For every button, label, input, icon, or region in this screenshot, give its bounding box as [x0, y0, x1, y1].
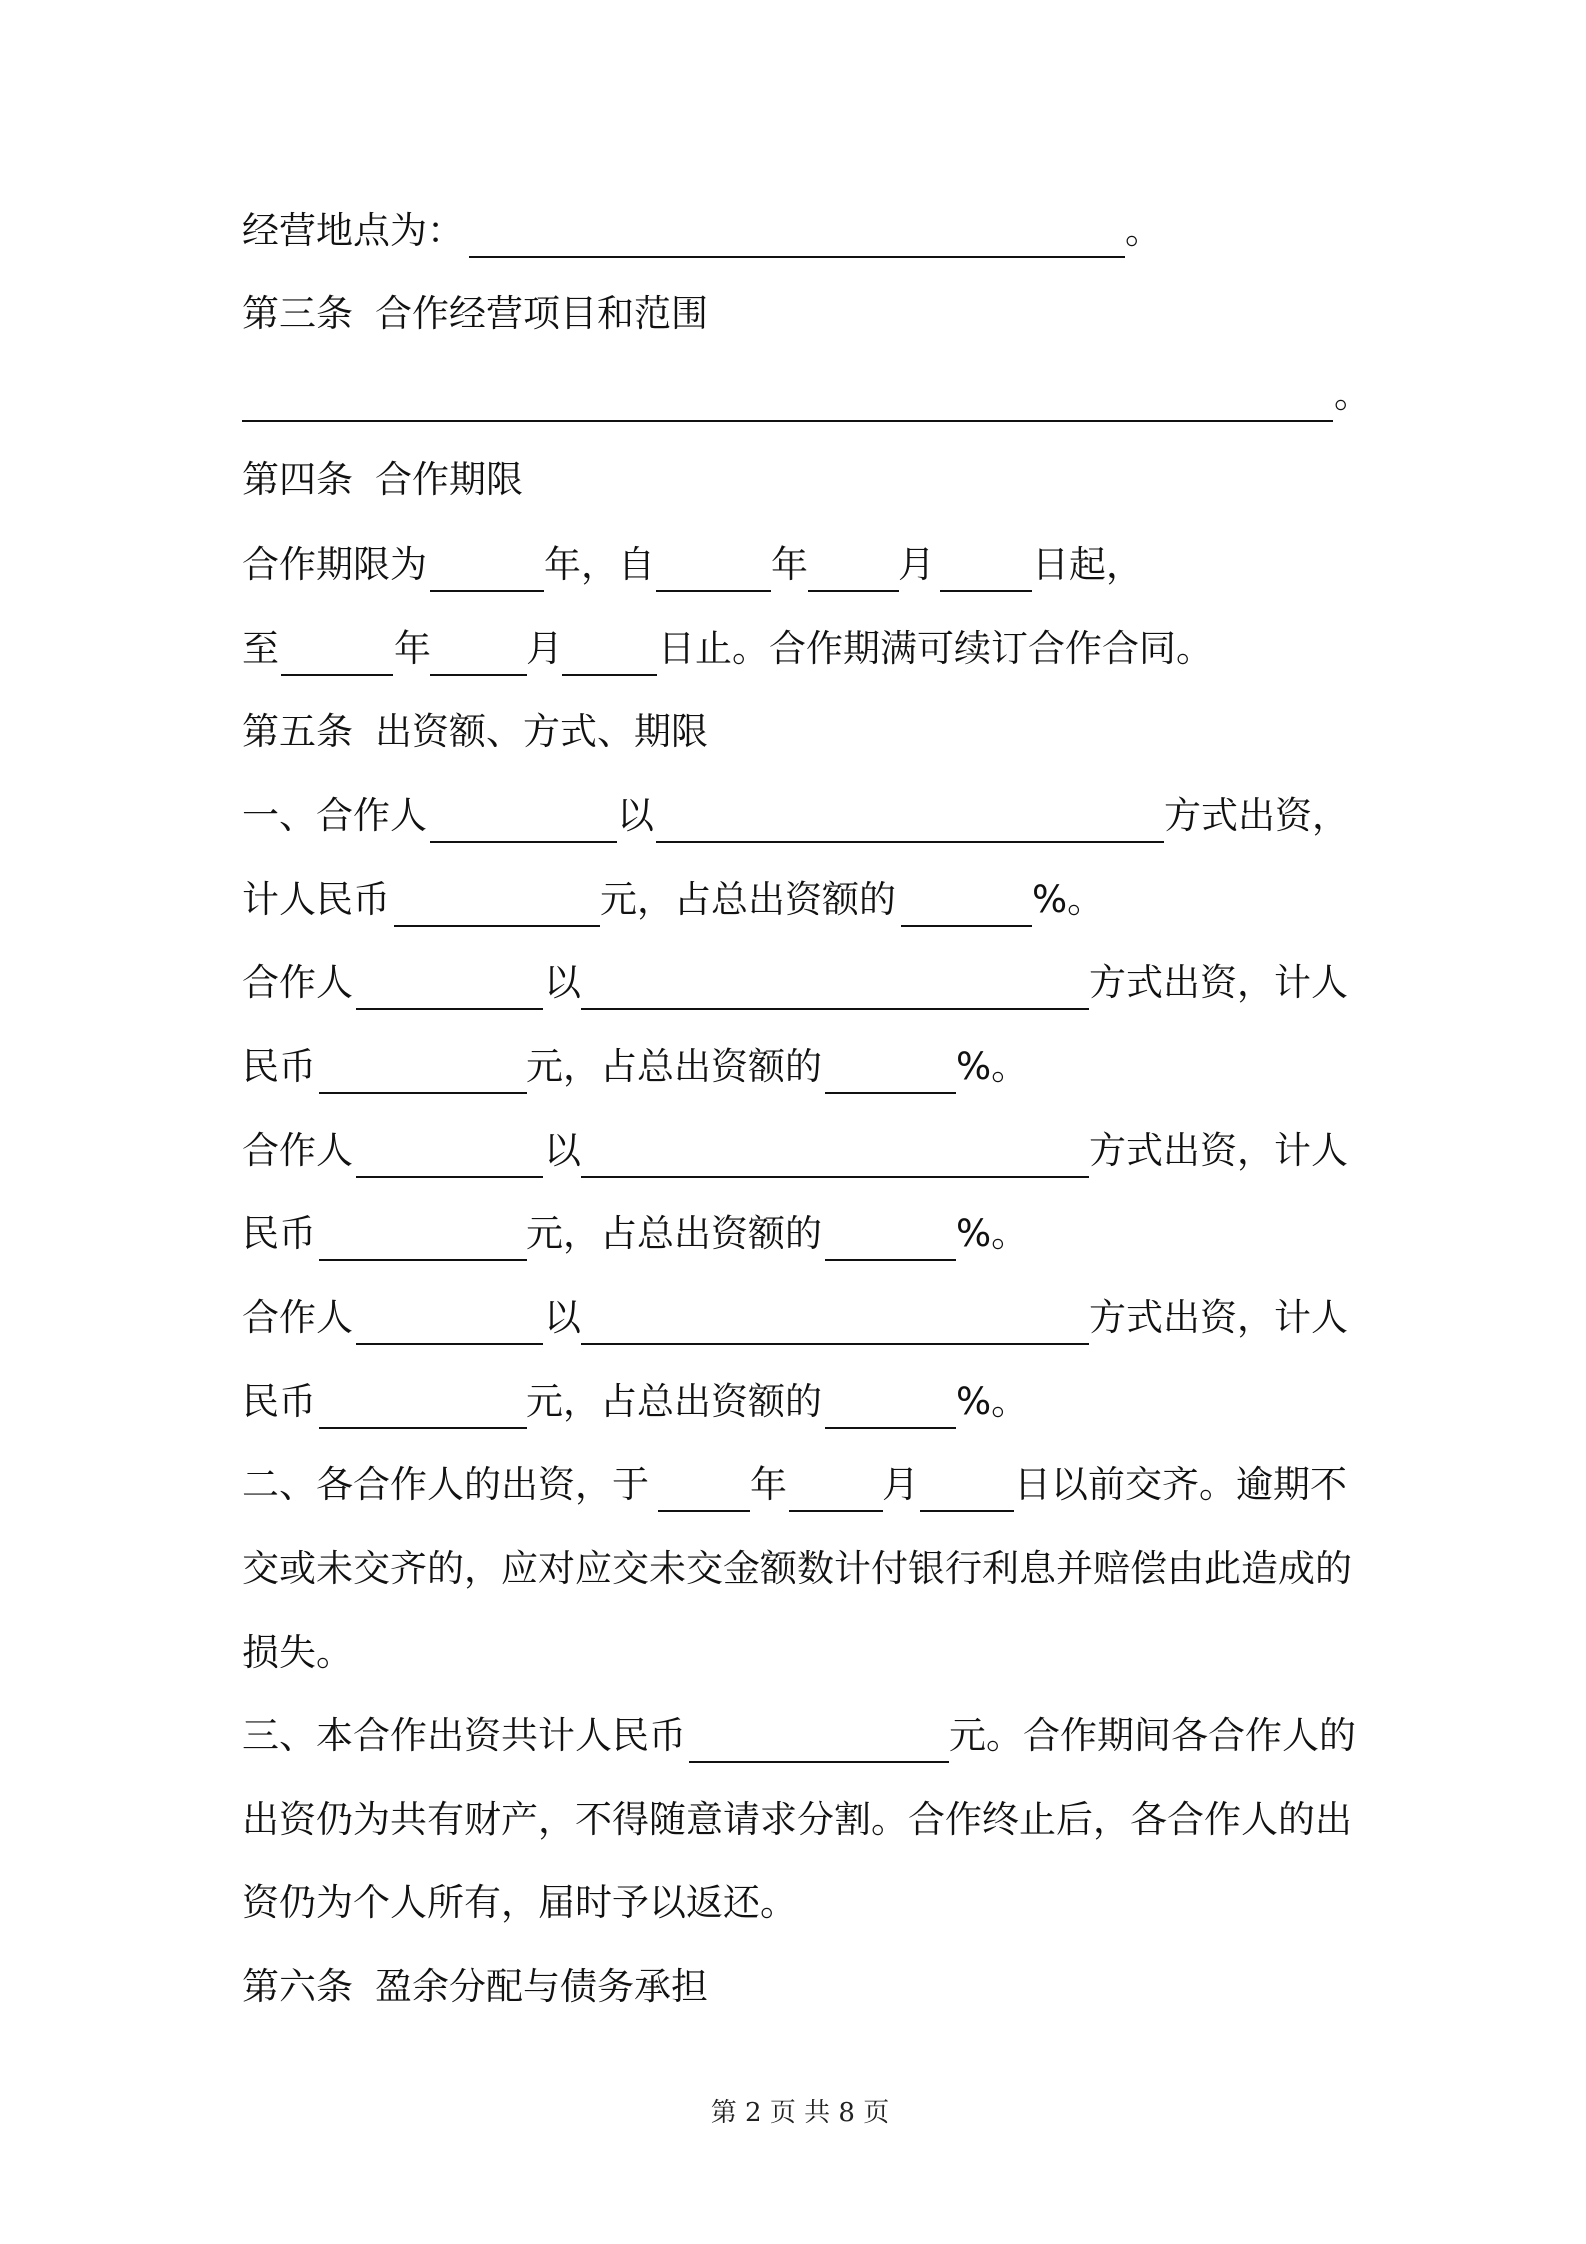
partner-4-method-line — [0, 1293, 1586, 1349]
location-blank — [469, 256, 1125, 258]
text-segment: 月 — [526, 627, 563, 670]
text-segment: %。 — [956, 1212, 1029, 1255]
text-segment: 年 — [750, 1463, 787, 1506]
period-mark: 。 — [1125, 209, 1162, 252]
term-start-line — [0, 540, 1586, 596]
partner-3-method-line — [0, 1126, 1586, 1182]
article-4-heading — [0, 455, 1586, 511]
article-title: 出资额、方式、期限 — [375, 710, 708, 753]
text-segment: 合作人 — [242, 1296, 353, 1339]
term-years-blank — [430, 590, 544, 592]
text-segment: 日止。合作期满可续订合作合同。 — [658, 627, 1213, 670]
end-year-blank — [281, 674, 393, 676]
total-contribution-line — [0, 1711, 1586, 1767]
article-6-heading — [0, 1962, 1586, 2018]
payment-deadline-line — [0, 1460, 1586, 1516]
text-segment: 三、本合作出资共计人民币 — [242, 1714, 686, 1757]
article-number: 第五条 — [242, 710, 353, 753]
late-payment-clause-line — [0, 1544, 1586, 1600]
period-mark: 。 — [1334, 373, 1371, 416]
text-segment: 方式出资， — [1164, 794, 1349, 837]
percentage-blank — [825, 1259, 956, 1261]
text-segment: 元，占总出资额的 — [526, 1380, 822, 1423]
scope-line — [0, 370, 1586, 426]
start-month-blank — [808, 590, 899, 592]
percentage-blank — [901, 925, 1032, 927]
amount-blank — [319, 1427, 527, 1429]
text-segment: 损失。 — [242, 1631, 353, 1674]
article-5-heading — [0, 707, 1586, 763]
contribution-method-blank — [581, 1008, 1089, 1010]
text-segment: 资仍为个人所有，届时予以返还。 — [242, 1881, 797, 1924]
joint-property-line — [0, 1795, 1586, 1851]
contribution-method-blank — [581, 1343, 1089, 1345]
text-segment: 至 — [242, 627, 279, 670]
end-day-blank — [562, 674, 657, 676]
text-segment: 以 — [617, 794, 654, 837]
article-number: 第三条 — [242, 292, 353, 335]
contribution-method-blank — [581, 1176, 1089, 1178]
partner-name-blank — [356, 1008, 543, 1010]
text-segment: %。 — [1032, 878, 1105, 921]
scope-blank — [242, 420, 1333, 422]
text-segment: 以 — [544, 961, 581, 1004]
amount-blank — [319, 1092, 527, 1094]
text-segment: 出资仍为共有财产，不得随意请求分割。合作终止后，各合作人的出 — [242, 1798, 1352, 1841]
article-number: 第六条 — [242, 1965, 353, 2008]
text-segment: 日以前交齐。逾期不 — [1014, 1463, 1347, 1506]
text-segment: 年，自 — [544, 543, 655, 586]
start-day-blank — [940, 590, 1032, 592]
text-segment: 元，占总出资额的 — [526, 1045, 822, 1088]
text-segment: 方式出资，计人 — [1089, 1296, 1348, 1339]
text-segment: 月 — [882, 1463, 919, 1506]
article-number: 第四条 — [242, 458, 353, 501]
article-title: 合作期限 — [375, 458, 523, 501]
text-segment: 年 — [394, 627, 431, 670]
location-line — [0, 206, 1586, 262]
text-segment: 年 — [771, 543, 808, 586]
partner-3-amount-line — [0, 1209, 1586, 1265]
amount-blank — [394, 925, 600, 927]
text-segment: 日起， — [1032, 543, 1143, 586]
amount-blank — [319, 1259, 527, 1261]
text-segment: %。 — [956, 1380, 1029, 1423]
text-segment: %。 — [956, 1045, 1029, 1088]
deadline-day-blank — [920, 1510, 1014, 1512]
location-label: 经营地点为： — [242, 209, 464, 252]
text-segment: 月 — [898, 543, 935, 586]
article-title: 合作经营项目和范围 — [375, 292, 708, 335]
text-segment: 合作人 — [242, 961, 353, 1004]
text-segment: 民币 — [242, 1045, 316, 1088]
deadline-year-blank — [658, 1510, 750, 1512]
text-segment: 元。合作期间各合作人的 — [949, 1714, 1356, 1757]
start-year-blank — [656, 590, 771, 592]
partner-1-amount-line — [0, 875, 1586, 931]
text-segment: 一、合作人 — [242, 794, 427, 837]
partner-name-blank — [430, 841, 617, 843]
text-segment: 交或未交齐的，应对应交未交金额数计付银行利息并赔偿由此造成的 — [242, 1547, 1352, 1590]
article-3-heading — [0, 289, 1586, 345]
partner-2-method-line — [0, 958, 1586, 1014]
total-amount-blank — [689, 1761, 949, 1763]
text-segment: 民币 — [242, 1380, 316, 1423]
page-number-footer: 第 2 页 共 8 页 — [710, 2098, 890, 2128]
text-segment: 以 — [544, 1129, 581, 1172]
text-segment: 以 — [544, 1296, 581, 1339]
percentage-blank — [825, 1092, 956, 1094]
partner-2-amount-line — [0, 1042, 1586, 1098]
text-segment: 方式出资，计人 — [1089, 1129, 1348, 1172]
text-segment: 方式出资，计人 — [1089, 961, 1348, 1004]
late-payment-clause-line — [0, 1628, 1586, 1684]
text-segment: 合作人 — [242, 1129, 353, 1172]
partner-name-blank — [356, 1176, 543, 1178]
text-segment: 合作期限为 — [242, 543, 427, 586]
joint-property-line — [0, 1878, 1586, 1934]
contribution-method-blank — [656, 841, 1164, 843]
text-segment: 民币 — [242, 1212, 316, 1255]
partner-1-method-line — [0, 791, 1586, 847]
partner-name-blank — [356, 1343, 543, 1345]
deadline-month-blank — [789, 1510, 883, 1512]
text-segment: 二、各合作人的出资，于 — [242, 1463, 649, 1506]
text-segment: 元，占总出资额的 — [526, 1212, 822, 1255]
term-end-line — [0, 624, 1586, 680]
percentage-blank — [825, 1427, 956, 1429]
partner-4-amount-line — [0, 1377, 1586, 1433]
article-title: 盈余分配与债务承担 — [375, 1965, 708, 2008]
end-month-blank — [430, 674, 527, 676]
text-segment: 元，占总出资额的 — [600, 878, 896, 921]
text-segment: 计人民币 — [242, 878, 390, 921]
